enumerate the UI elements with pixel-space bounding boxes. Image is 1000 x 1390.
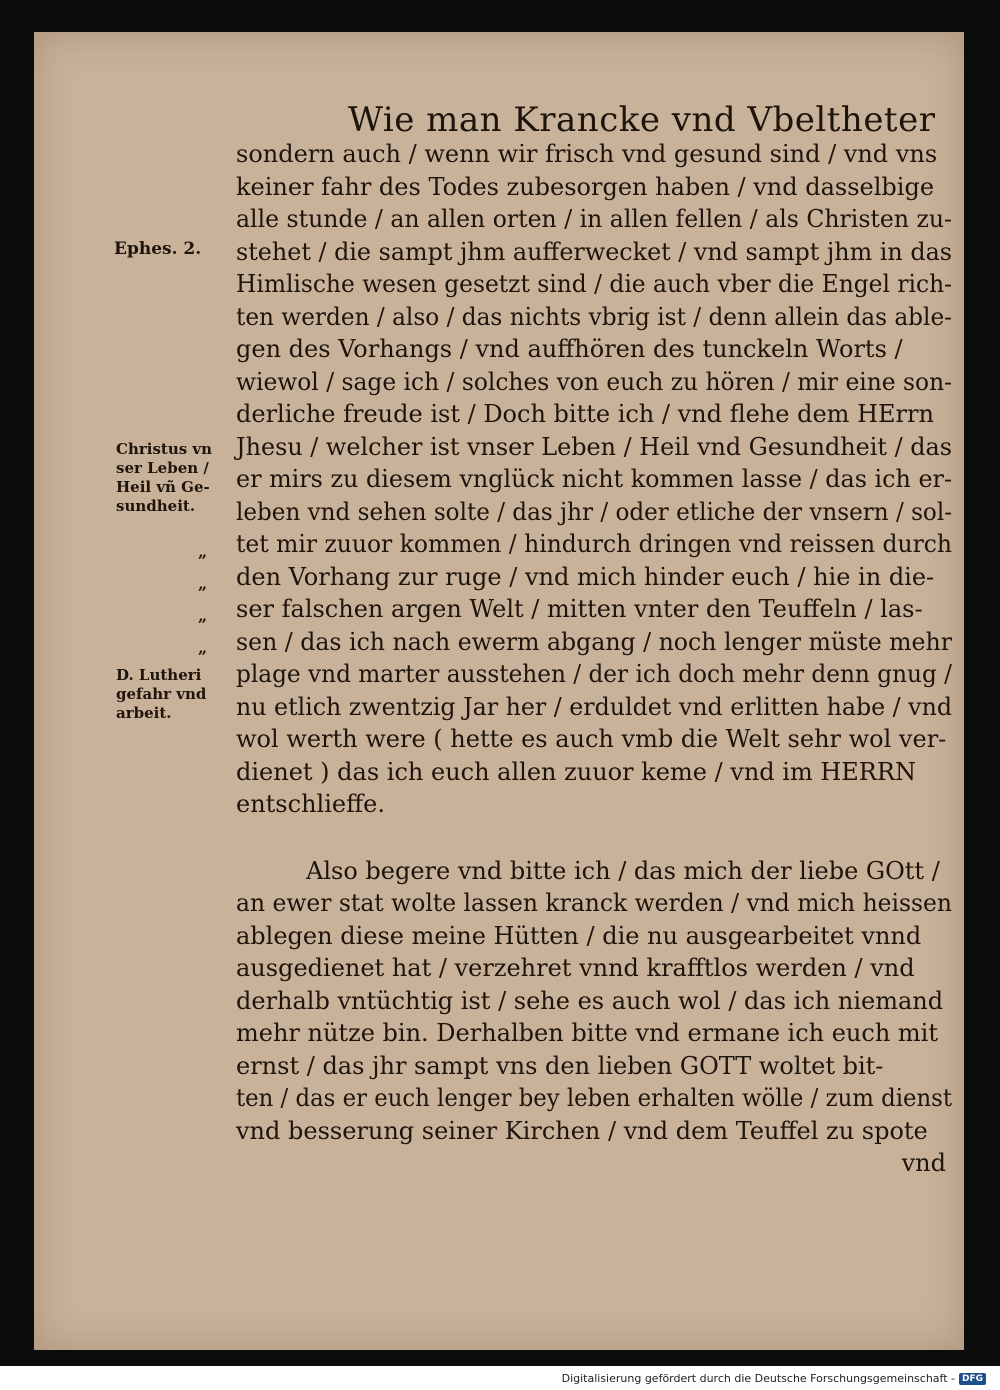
text-line: wol werth were ( hette es auch vmb die Welt sehr wol ver- — [236, 725, 947, 753]
text-line: sondern auch / wenn wir frisch vnd gesund sind / vnd vns — [236, 140, 938, 168]
text-line: ausgedienet hat / verzehret vnnd krafftlos werden / vnd — [236, 954, 915, 982]
marginal-note-luther — [116, 666, 206, 723]
text-line: Also begere vnd bitte ich / das mich der liebe GOtt / — [306, 856, 940, 885]
text-line: derhalb vntüchtig ist / sehe es auch wol / das ich niemand — [236, 986, 944, 1015]
text-line: plage vnd marter ausstehen / der ich doch mehr denn gnug / — [236, 660, 952, 688]
main-text — [236, 138, 956, 1180]
paragraph-2 — [236, 855, 956, 1148]
text-line: stehet / die sampt jhm aufferwecket / vnd sampt jhm in das — [236, 237, 952, 266]
text-line: vnd besserung seiner Kirchen / vnd dem Teuffel zu spote — [236, 1116, 928, 1145]
marginal-note-ephes: Ephes. 2. — [114, 239, 202, 259]
text-line: alle stunde / an allen orten / in allen fellen / als Christen zu- — [236, 205, 952, 233]
text-line: ser falschen argen Welt / mitten vnter den Teuffeln / las- — [236, 595, 923, 623]
quotation-mark: „ — [198, 542, 208, 561]
marginal-note-christus — [116, 440, 212, 516]
running-head: Wie man Krancke vnd Vbeltheter — [348, 100, 936, 140]
marginal-line: D. Lutheri — [116, 666, 202, 684]
marginal-line: sundheit. — [116, 497, 196, 515]
text-line: den Vorhang zur ruge / vnd mich hinder euch / hie in die- — [236, 562, 935, 591]
marginal-line: ser Leben / — [116, 459, 209, 477]
paragraph-gap — [236, 821, 956, 855]
catchword: vnd — [901, 1149, 946, 1177]
text-line: tet mir zuuor kommen / hindurch dringen vnd reissen durch — [236, 530, 952, 558]
marginal-line: arbeit. — [116, 704, 172, 722]
footer-text: Digitalisierung gefördert durch die Deutsche Forschungsgemeinschaft - — [561, 1372, 955, 1385]
text-line: ten / das er euch lenger bey leben erhalten wölle / zum dienst — [236, 1084, 952, 1112]
marginal-line: gefahr vnd — [116, 685, 207, 703]
text-line: er mirs zu diesem vnglück nicht kommen lasse / das ich er- — [236, 465, 952, 493]
text-line: Himlische wesen gesetzt sind / die auch vber die Engel rich- — [236, 270, 952, 298]
dfg-logo: DFG — [959, 1373, 986, 1385]
text-line: ten werden / also / das nichts vbrig ist / denn allein das able- — [236, 302, 952, 331]
text-line: wiewol / sage ich / solches von euch zu hören / mir eine son- — [236, 367, 952, 396]
text-line: leben vnd sehen solte / das jhr / oder etliche der vnsern / sol- — [236, 497, 952, 526]
text-line: derliche freude ist / Doch bitte ich / vnd flehe dem HErrn — [236, 400, 934, 428]
marginal-line: Heil vñ Ge- — [116, 478, 210, 496]
quotation-mark: „ — [198, 638, 208, 657]
text-line: entschlieffe. — [236, 790, 385, 818]
text-line: keiner fahr des Todes zubesorgen haben / vnd dasselbige — [236, 172, 935, 201]
paragraph-1 — [236, 138, 956, 821]
text-line: ablegen diese meine Hütten / die nu ausgearbeitet vnnd — [236, 921, 922, 950]
quotation-mark: „ — [198, 574, 208, 593]
footer — [562, 1372, 986, 1385]
text-line: Jhesu / welcher ist vnser Leben / Heil vnd Gesundheit / das — [236, 432, 952, 461]
quotation-mark: „ — [198, 606, 208, 625]
text-line: ernst / das jhr sampt vns den lieben GOTT woltet bit- — [236, 1051, 884, 1080]
text-line: gen des Vorhangs / vnd auffhören des tunckeln Worts / — [236, 335, 903, 363]
text-line: sen / das ich nach ewerm abgang / noch lenger müste mehr — [236, 627, 952, 656]
marginal-line: Christus vn — [116, 440, 213, 458]
text-line: an ewer stat wolte lassen kranck werden / vnd mich heissen — [236, 889, 952, 917]
text-line: dienet ) das ich euch allen zuuor keme / vnd im HERRN — [236, 757, 916, 786]
text-line: mehr nütze bin. Derhalben bitte vnd ermane ich euch mit — [236, 1019, 938, 1047]
text-line: nu etlich zwentzig Jar her / erduldet vnd erlitten habe / vnd — [236, 692, 952, 721]
